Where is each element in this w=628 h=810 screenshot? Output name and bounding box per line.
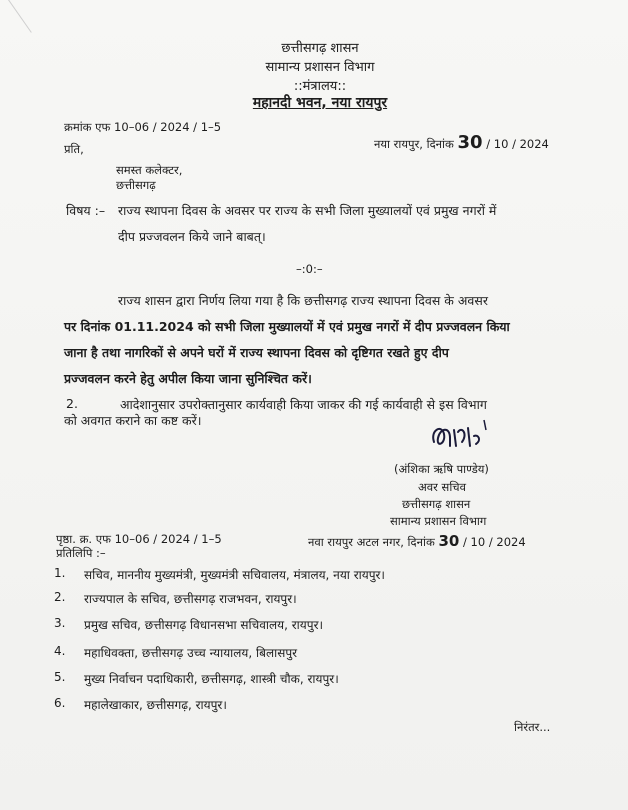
separator: –:0:– [296,262,323,276]
reference-date-rest: / 10 / 2024 [486,137,549,151]
list-item-number: 5. [54,670,66,684]
recipient-line1: समस्त कलेक्टर, [116,163,183,177]
copy-label: प्रतिलिपि :– [56,546,106,560]
continued-label: निरंतर... [514,720,551,734]
header-department: सामान्य प्रशासन विभाग [265,60,375,75]
para1-line4: प्रज्जवलन करने हेतु अपील किया जाना सुनिश्चित करें। [64,371,312,386]
para2-number: 2. [66,396,78,411]
subject-line2: दीप प्रज्जवलन किये जाने बाबत्। [118,229,266,244]
para1-line2: पर दिनांक 01.11.2024 को सभी जिला मुख्यालयों में एवं प्रमुख नगरों में दीप प्रज्जवलन किया [64,319,510,334]
endorsement-date [308,532,526,550]
para1-line3: जाना है तथा नागरिकों से अपने घरों में राज्य स्थापना दिवस को दृष्टिगत रखते हुए दीप [64,345,449,360]
list-item-number: 3. [54,616,66,630]
para2-line1: आदेशानुसार उपरोक्तानुसार कार्यवाही किया जाकर की गई कार्यवाही से इस विभाग [120,397,487,412]
signatory-designation: अवर सचिव [418,480,466,494]
subject-label: विषय :– [66,203,106,218]
endorsement-date-rest: / 10 / 2024 [463,535,526,549]
recipient-line2: छत्तीसगढ़ [116,178,156,192]
subject-line1: राज्य स्थापना दिवस के अवसर पर राज्य के सभी जिला मुख्यालयों एवं प्रमुख नगरों में [118,203,497,218]
endorsement-date-prefix: नवा रायपुर अटल नगर, दिनांक [308,535,435,549]
endorsement-number: पृष्ठा. क्र. एफ 10–06 / 2024 / 1–5 [56,532,222,546]
list-item-text: मुख्य निर्वाचन पदाधिकारी, छत्तीसगढ़, शास्त्री चौक, रायपुर। [84,672,339,686]
para1-line1: राज्य शासन द्वारा निर्णय लिया गया है कि छत्तीसगढ़ राज्य स्थापना दिवस के अवसर [118,293,488,308]
endorsement-date-day: 30 [438,532,460,550]
header-address: महानदी भवन, नया रायपुर [252,95,388,111]
list-item-number: 6. [54,696,66,710]
list-item-number: 4. [54,644,66,658]
para2-line2: को अवगत कराने का कष्ट करें। [64,413,202,428]
list-item-text: महालेखाकार, छत्तीसगढ़, रायपुर। [84,698,227,712]
signatory-org1: छत्तीसगढ़ शासन [402,497,471,511]
signatory-name: (अंशिका ऋषि पाण्डेय) [394,462,489,476]
signature-scribble [428,416,488,456]
signatory-org2: सामान्य प्रशासन विभाग [390,514,487,528]
reference-number: क्रमांक एफ 10–06 / 2024 / 1–5 [64,120,222,134]
list-item-number: 1. [54,566,66,580]
list-item-text: राज्यपाल के सचिव, छत्तीसगढ़ राजभवन, रायपुर। [84,592,297,606]
list-item-number: 2. [54,590,66,604]
list-item-text: प्रमुख सचिव, छत्तीसगढ़ विधानसभा सचिवालय, रायपुर। [84,618,324,632]
reference-date-prefix: नया रायपुर, दिनांक [374,137,454,151]
recipient-label: प्रति, [64,142,84,156]
reference-date-day: 30 [457,132,483,153]
list-item-text: महाधिवक्ता, छत्तीसगढ़ उच्च न्यायालय, बिलासपुर [84,646,298,660]
reference-date [374,132,549,153]
header-ministry: ::मंत्रालय:: [293,79,347,94]
list-item-text: सचिव, माननीय मुख्यमंत्री, मुख्यमंत्री सचिवालय, मंत्रालय, नया रायपुर। [84,568,385,582]
header-address-wrap [170,93,470,112]
header-govt: छत्तीसगढ़ शासन [281,41,359,56]
scan-edge-line [8,0,32,33]
